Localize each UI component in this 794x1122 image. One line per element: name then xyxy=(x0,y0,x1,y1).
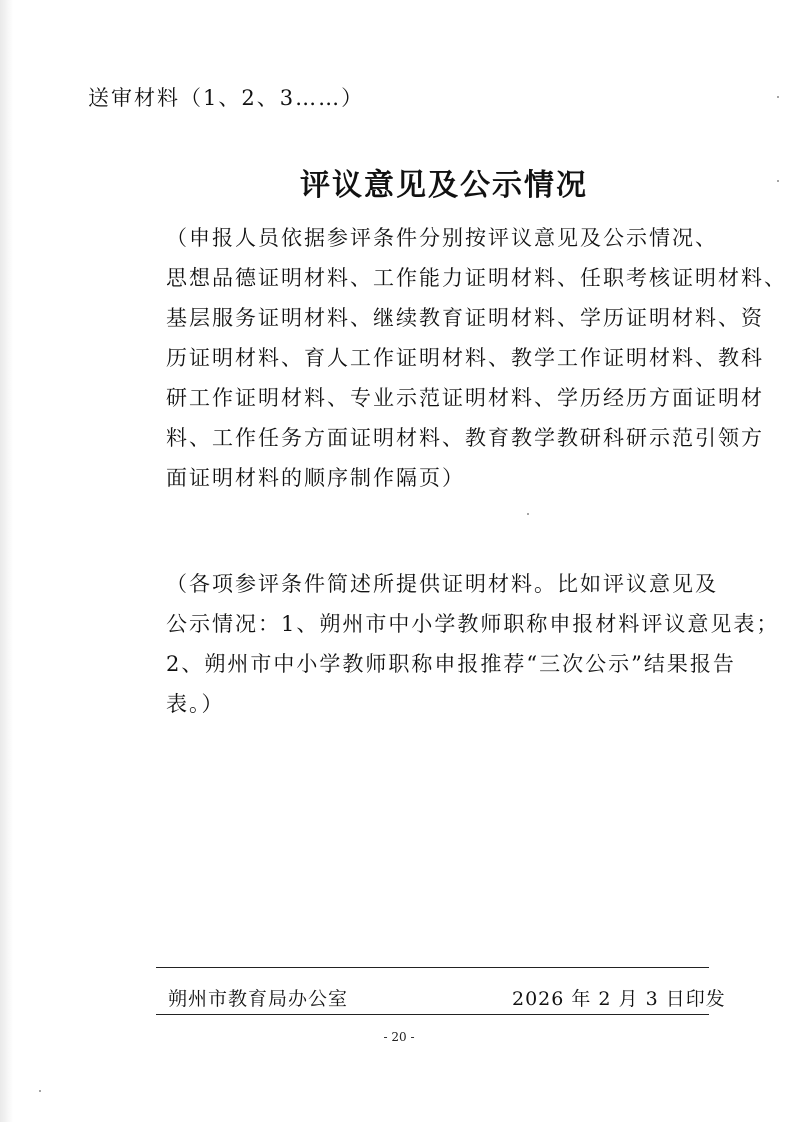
footer-bottom-rule xyxy=(156,1014,709,1015)
paragraph-line: 研工作证明材料、专业示范证明材料、学历经历方面证明材 xyxy=(166,386,764,410)
page-title: 评议意见及公示情况 xyxy=(300,168,588,203)
issuing-organization: 朔州市教育局办公室 xyxy=(168,988,349,1010)
paragraph-line: 面证明材料的顺序制作隔页） xyxy=(166,466,465,490)
paragraph-line: 历证明材料、育人工作证明材料、教学工作证明材料、教科 xyxy=(166,346,764,370)
submission-materials-heading: 送审材料（1、2、3……） xyxy=(88,86,365,110)
instruction-paragraph xyxy=(166,218,787,498)
issue-date: 2026 年 2 月 3 日印发 xyxy=(512,988,726,1010)
paragraph-line: 2、朔州市中小学教师职称申报推荐“三次公示”结果报告 xyxy=(166,652,736,676)
paragraph-line: 公示情况：1、朔州市中小学教师职称申报材料评议意见表； xyxy=(166,612,780,636)
scan-speck xyxy=(777,96,779,98)
scan-speck xyxy=(527,513,529,515)
scan-speck xyxy=(39,1090,41,1092)
page-number: - 20 - xyxy=(383,1030,415,1044)
example-paragraph xyxy=(166,564,780,724)
scan-page-edge xyxy=(0,0,13,1122)
paragraph-line: （申报人员依据参评条件分别按评议意见及公示情况、 xyxy=(166,226,718,250)
scan-speck xyxy=(777,180,779,182)
paragraph-line: 表。） xyxy=(166,692,225,716)
paragraph-line: 思想品德证明材料、工作能力证明材料、任职考核证明材料、 xyxy=(166,266,787,290)
footer-top-rule xyxy=(156,967,709,968)
paragraph-line: （各项参评条件简述所提供证明材料。比如评议意见及 xyxy=(166,572,718,596)
paragraph-line: 基层服务证明材料、继续教育证明材料、学历证明材料、资 xyxy=(166,306,764,330)
paragraph-line: 料、工作任务方面证明材料、教育教学教研科研示范引领方 xyxy=(166,426,764,450)
